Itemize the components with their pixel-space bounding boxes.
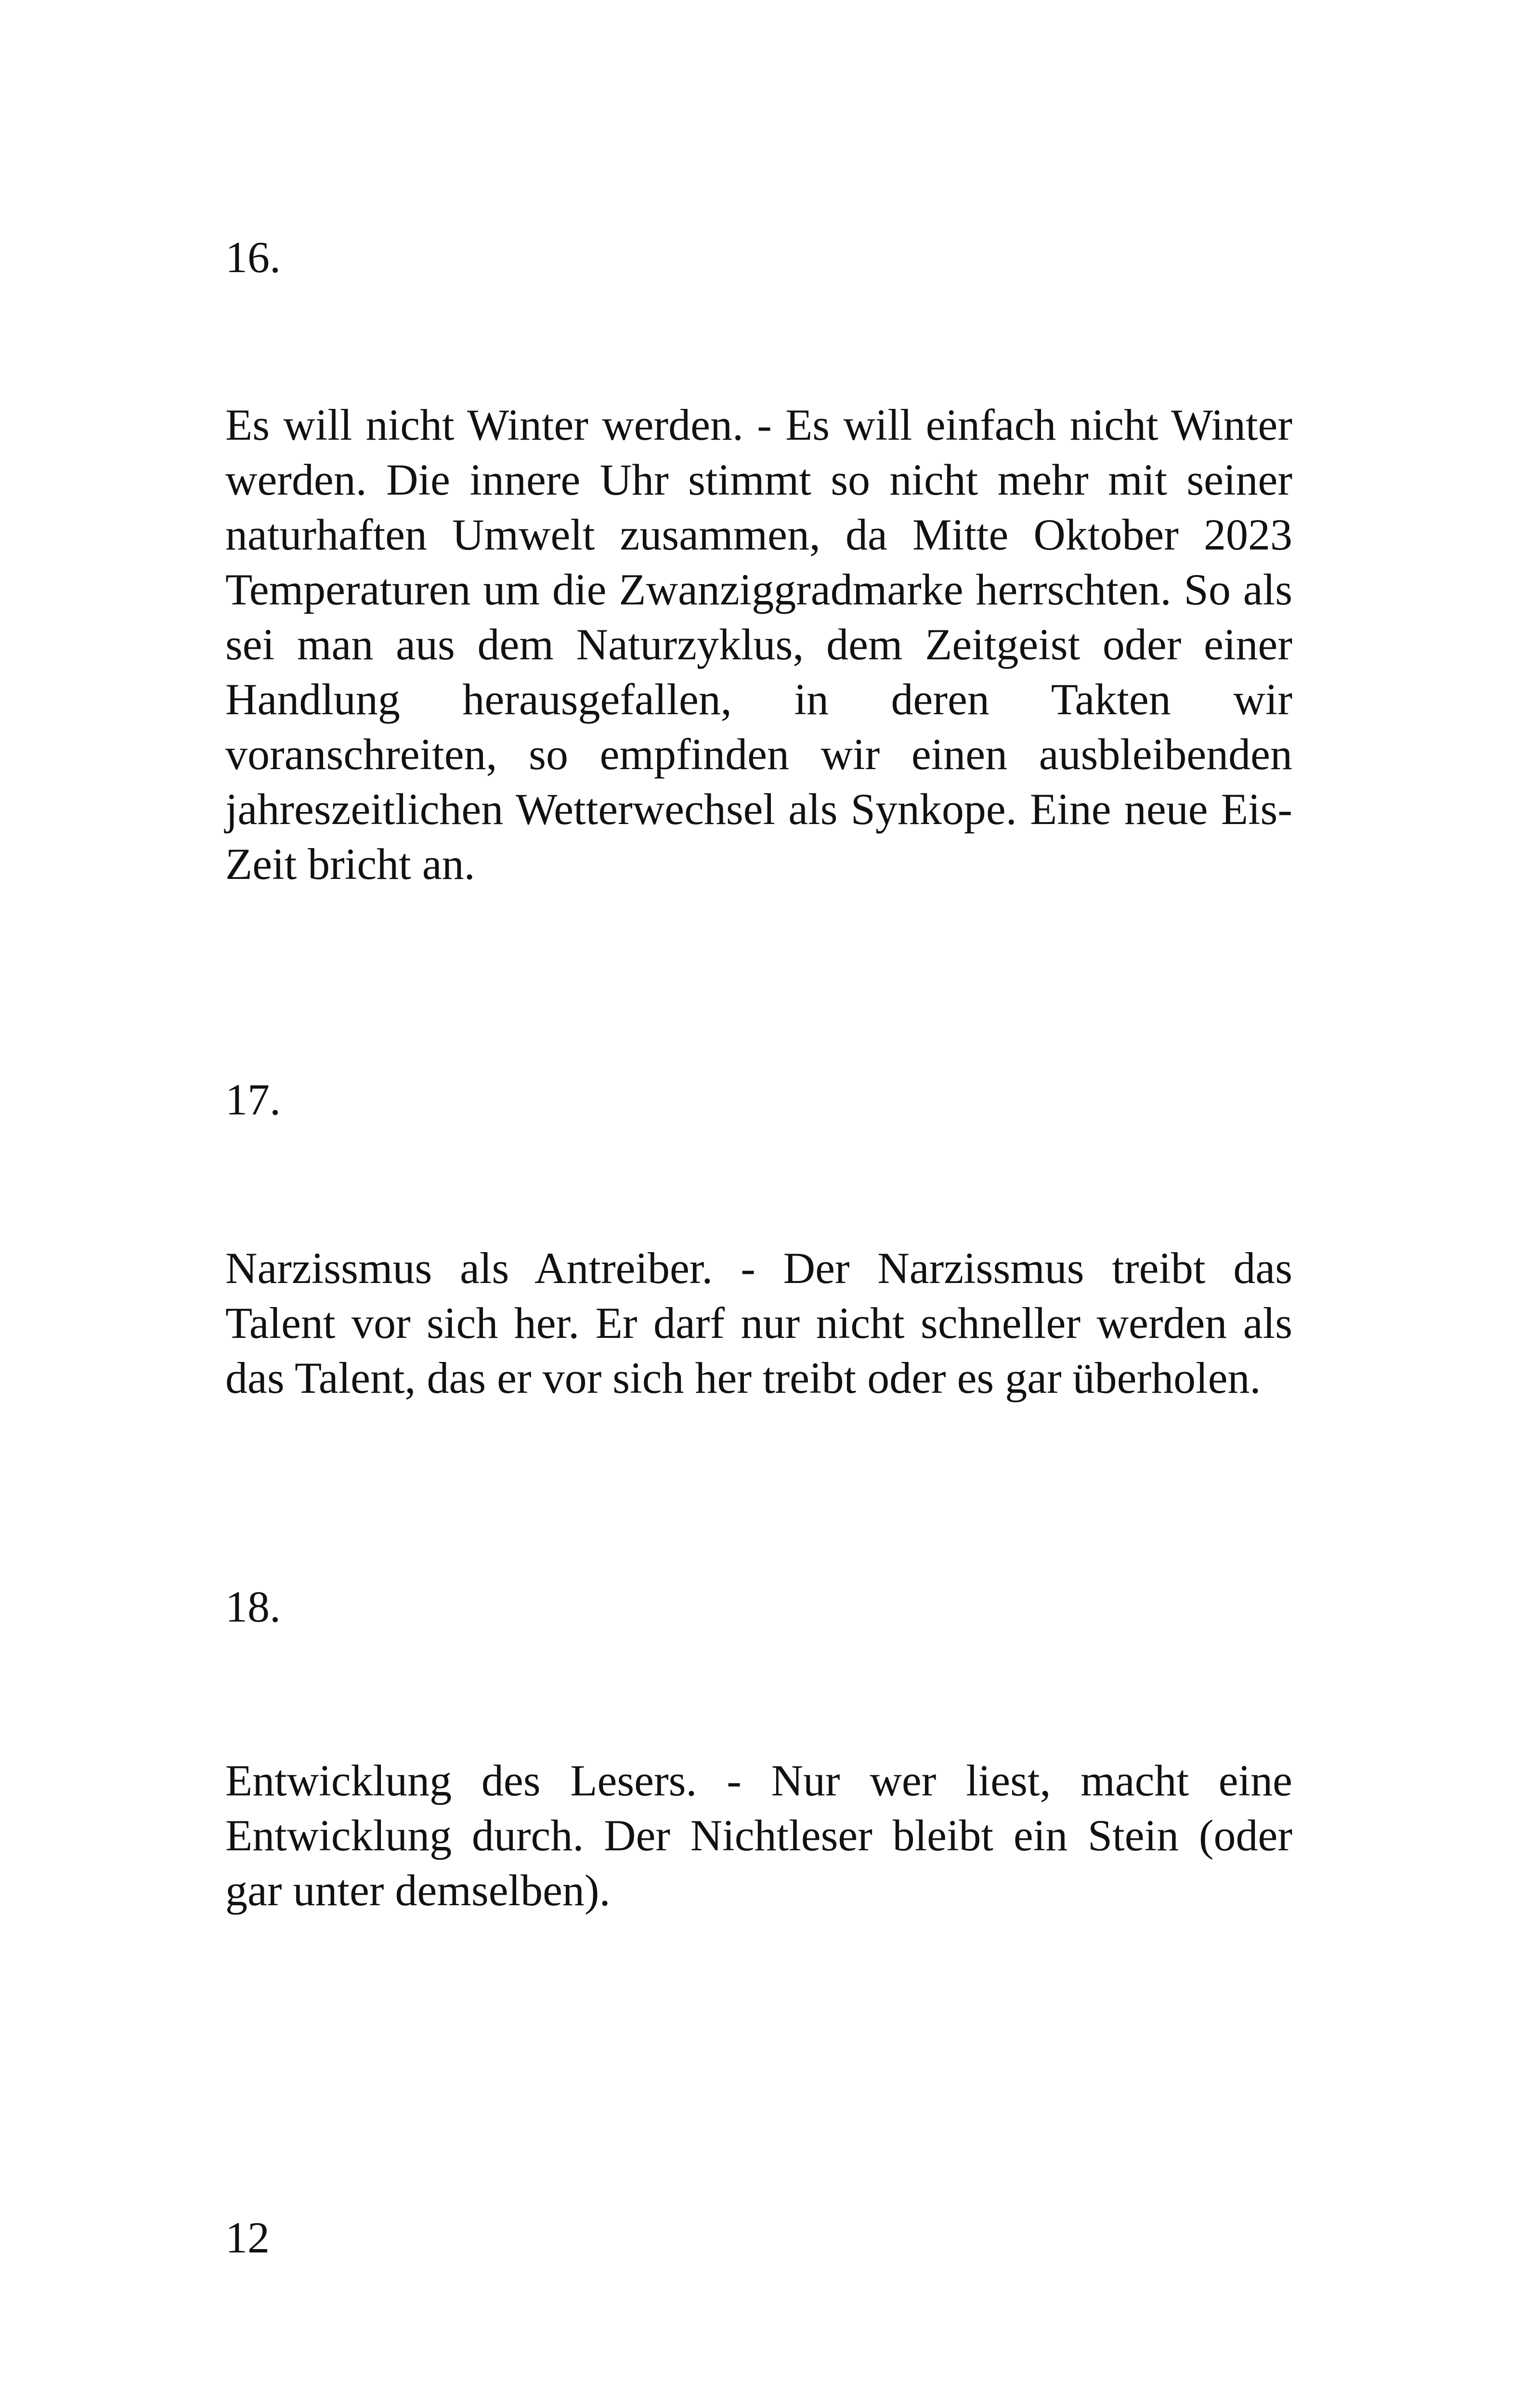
section-number-16: 16.: [225, 233, 281, 282]
section-paragraph-18: Entwicklung des Lesers. - Nur wer liest, macht eine Entwicklung durch. Der Nichtleser bleibt ein Stein (oder gar unter demselben).: [225, 1756, 1292, 1915]
section-number-18: 18.: [225, 1582, 281, 1631]
section-number-17: 17.: [225, 1075, 281, 1124]
section-paragraph-17: Narzissmus als Antreiber. - Der Narzissmus treibt das Talent vor sich her. Er darf nur nicht schneller werden als das Talent, das er vor sich her treibt oder es gar überholen.: [225, 1243, 1292, 1402]
page-number: 12: [225, 2213, 270, 2262]
section-paragraph-16: Es will nicht Winter werden. - Es will einfach nicht Winter werden. Die innere Uhr stimmt so nicht mehr mit seiner naturhaften Umwelt zusammen, da Mitte Oktober 2023 Temperaturen um die Zwanziggradmarke herrschten. So als sei man aus dem Naturzyklus, dem Zeitgeist oder einer Handlung herausgefallen, in deren Takten wir voranschreiten, so empfinden wir einen ausbleibenden jahreszeitlichen Wetterwechsel als Synkope. Eine neue Eis-Zeit bricht an.: [225, 400, 1292, 889]
